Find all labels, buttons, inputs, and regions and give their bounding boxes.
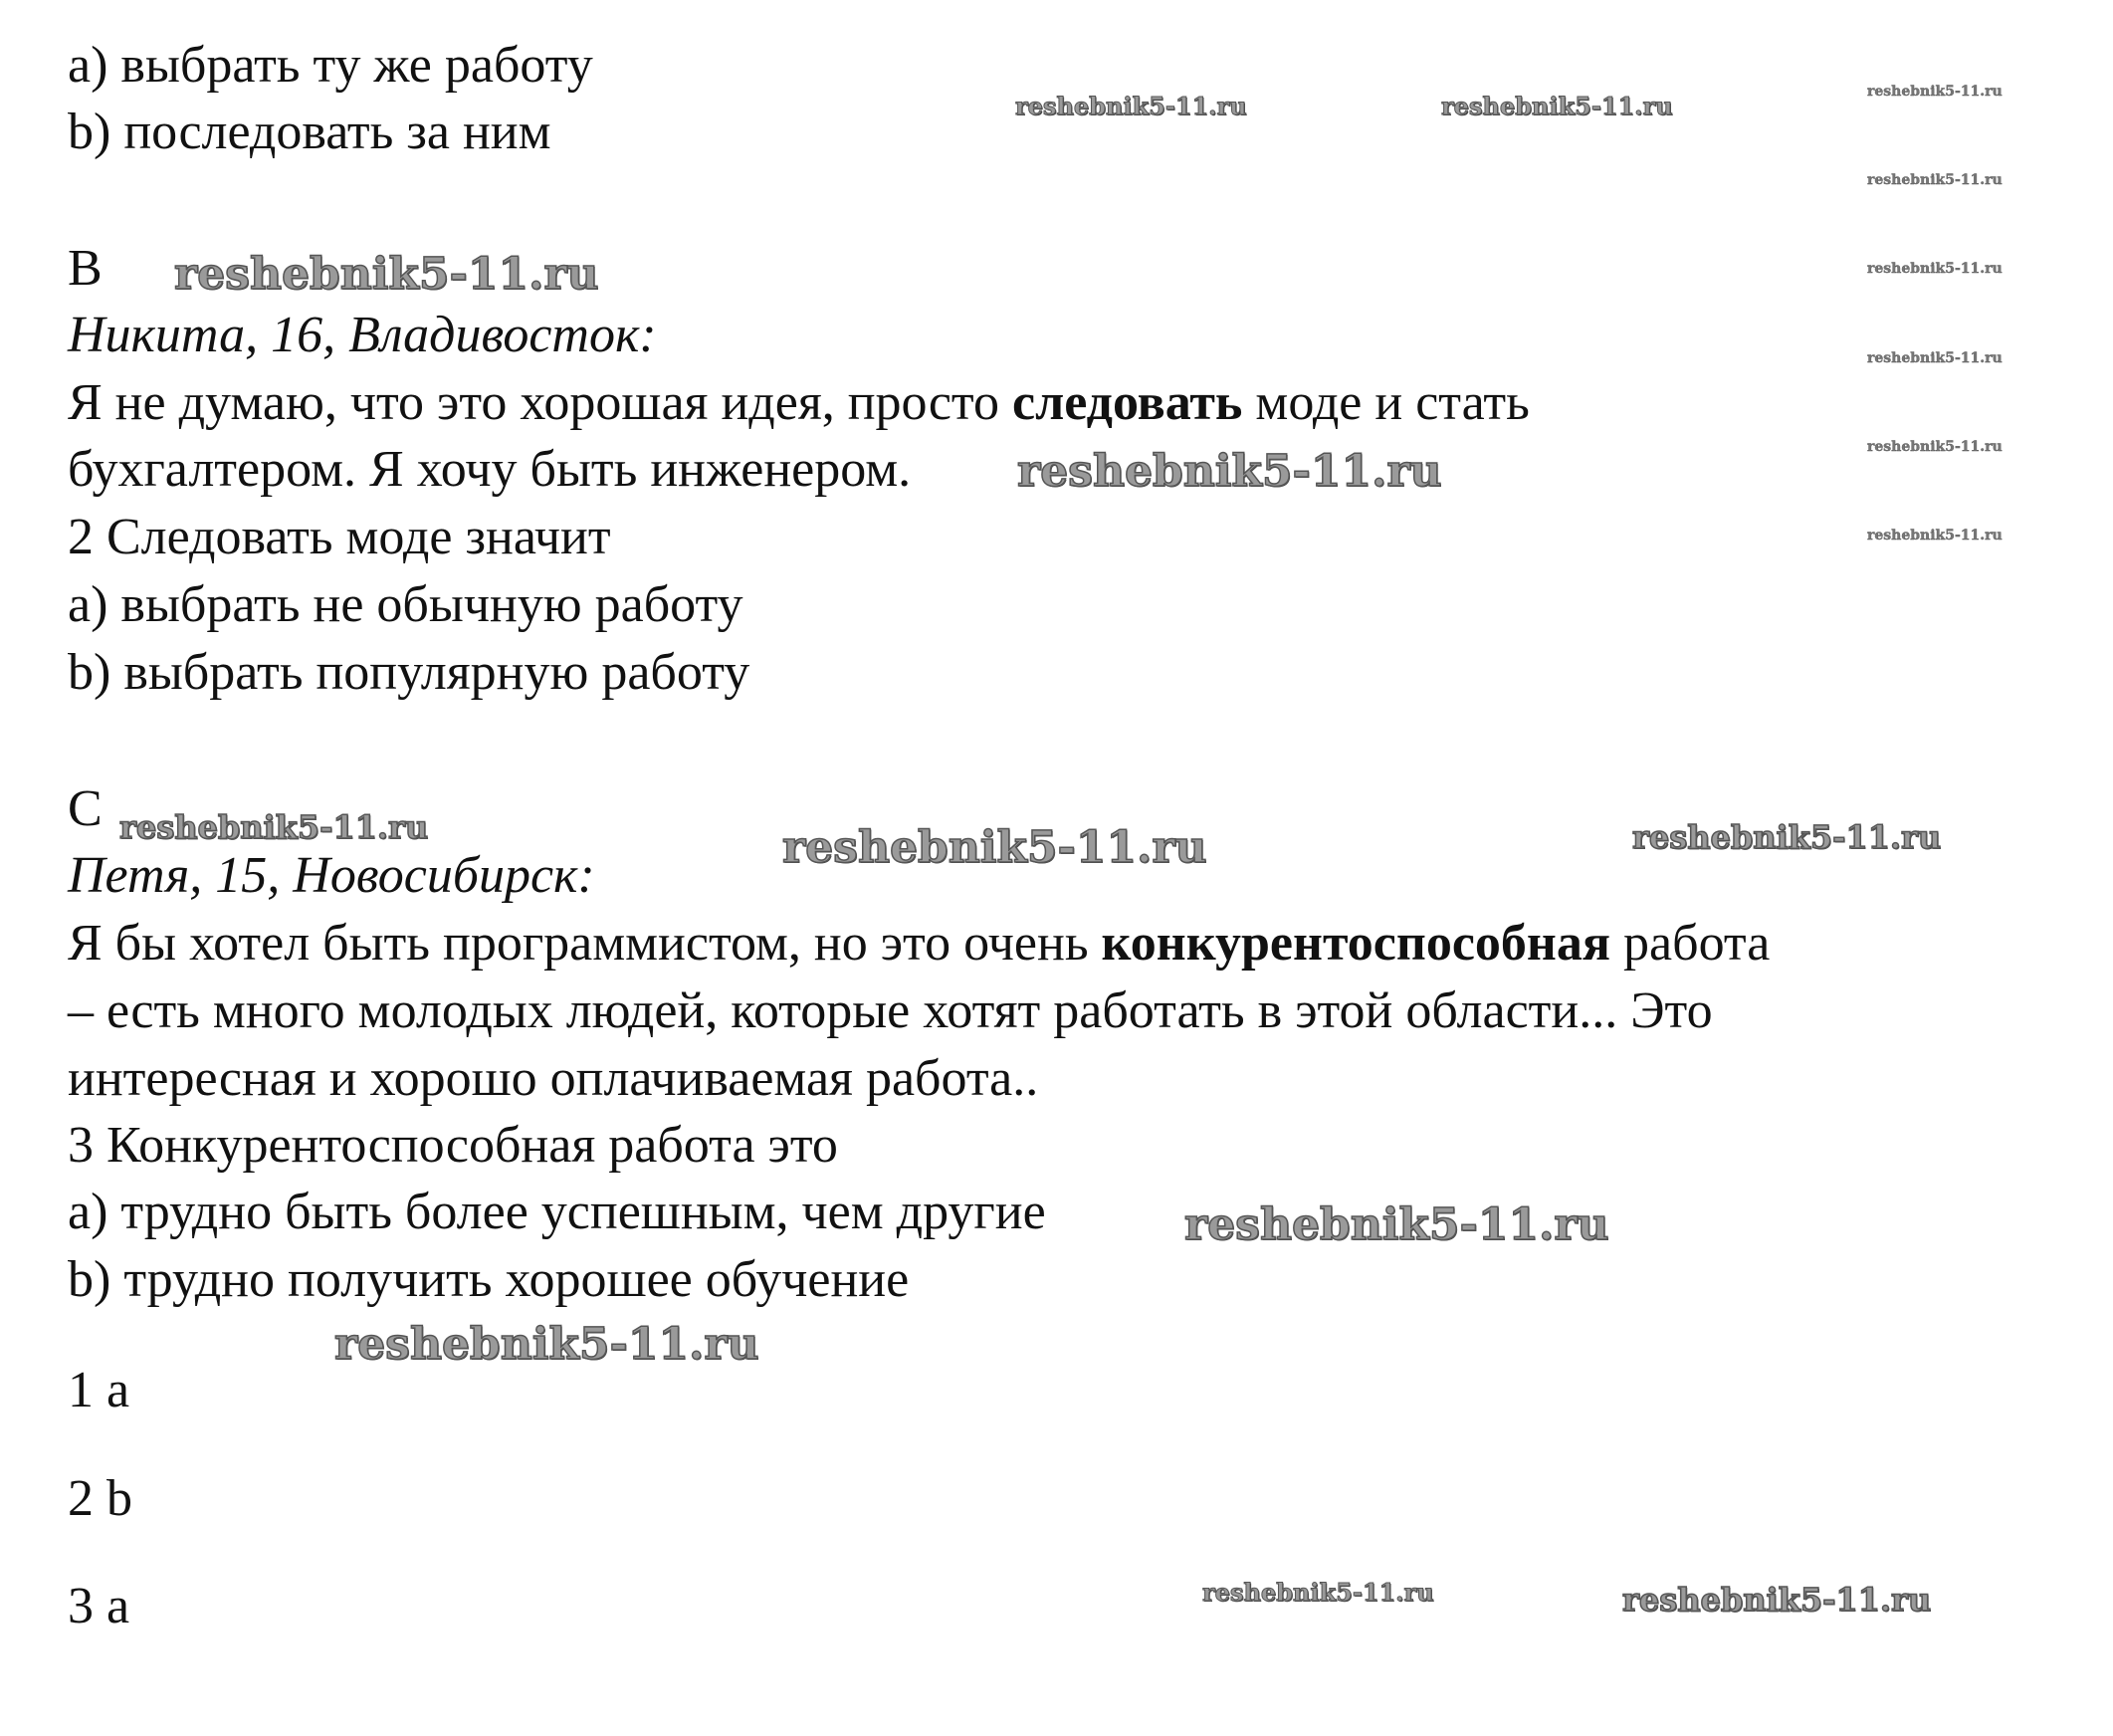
text-segment: работа (1610, 915, 1771, 972)
watermark: reshebnik5-11.ru (1867, 84, 2003, 100)
section-c-text-line1 (68, 914, 1770, 974)
section-c-text-line3: интересная и хорошо оплачиваемая работа.. (68, 1050, 1039, 1107)
section-b-option-a: a) выбрать не обычную работу (68, 576, 743, 633)
option-b-line: b) последовать за ним (68, 104, 551, 160)
text-segment: Я бы хотел быть программистом, но это очень (68, 915, 1102, 972)
section-c-speaker: Петя, 15, Новосибирск: (68, 847, 595, 904)
section-b-text-line1 (68, 373, 1530, 433)
watermark: reshebnik5-11.ru (1867, 350, 2003, 366)
section-c-letter: C (68, 780, 103, 837)
watermark: reshebnik5-11.ru (1015, 92, 1247, 120)
watermark: reshebnik5-11.ru (119, 808, 429, 846)
section-b-question: 2 Следовать моде значит (68, 509, 611, 565)
section-b-speaker: Никита, 16, Владивосток: (68, 307, 657, 363)
section-c-option-b: b) трудно получить хорошее обучение (68, 1251, 910, 1308)
section-b-option-b: b) выбрать популярную работу (68, 644, 750, 701)
watermark: reshebnik5-11.ru (1867, 439, 2003, 455)
section-c-option-a: a) трудно быть более успешным, чем другие (68, 1184, 1046, 1240)
watermark: reshebnik5-11.ru (334, 1319, 759, 1370)
answer-1: 1 a (68, 1362, 130, 1418)
watermark: reshebnik5-11.ru (1867, 261, 2003, 277)
watermark: reshebnik5-11.ru (1867, 172, 2003, 188)
watermark: reshebnik5-11.ru (1184, 1199, 1609, 1250)
section-c-question: 3 Конкурентоспособная работа это (68, 1117, 838, 1174)
section-c-text-line2: – есть много молодых людей, которые хотят работать в этой области... Это (68, 982, 1713, 1039)
bold-term: следовать (1011, 374, 1243, 431)
watermark: reshebnik5-11.ru (1017, 446, 1442, 497)
bold-term: конкурентоспособная (1101, 915, 1611, 972)
section-b-letter: B (68, 240, 103, 297)
watermark: reshebnik5-11.ru (1441, 92, 1673, 120)
section-b-text-line2: бухгалтером. Я хочу быть инженером. (68, 441, 912, 498)
watermark: reshebnik5-11.ru (1202, 1578, 1434, 1607)
watermark: reshebnik5-11.ru (782, 822, 1207, 873)
text-segment: Я не думаю, что это хорошая идея, просто (68, 374, 1012, 431)
watermark: reshebnik5-11.ru (174, 249, 599, 300)
watermark: reshebnik5-11.ru (1622, 1581, 1932, 1619)
text-segment: моде и стать (1242, 374, 1530, 431)
watermark: reshebnik5-11.ru (1867, 528, 2003, 543)
answer-3: 3 a (68, 1578, 130, 1634)
watermark: reshebnik5-11.ru (1632, 818, 1942, 856)
answer-2: 2 b (68, 1470, 132, 1527)
option-a-line: a) выбрать ту же работу (68, 37, 593, 94)
